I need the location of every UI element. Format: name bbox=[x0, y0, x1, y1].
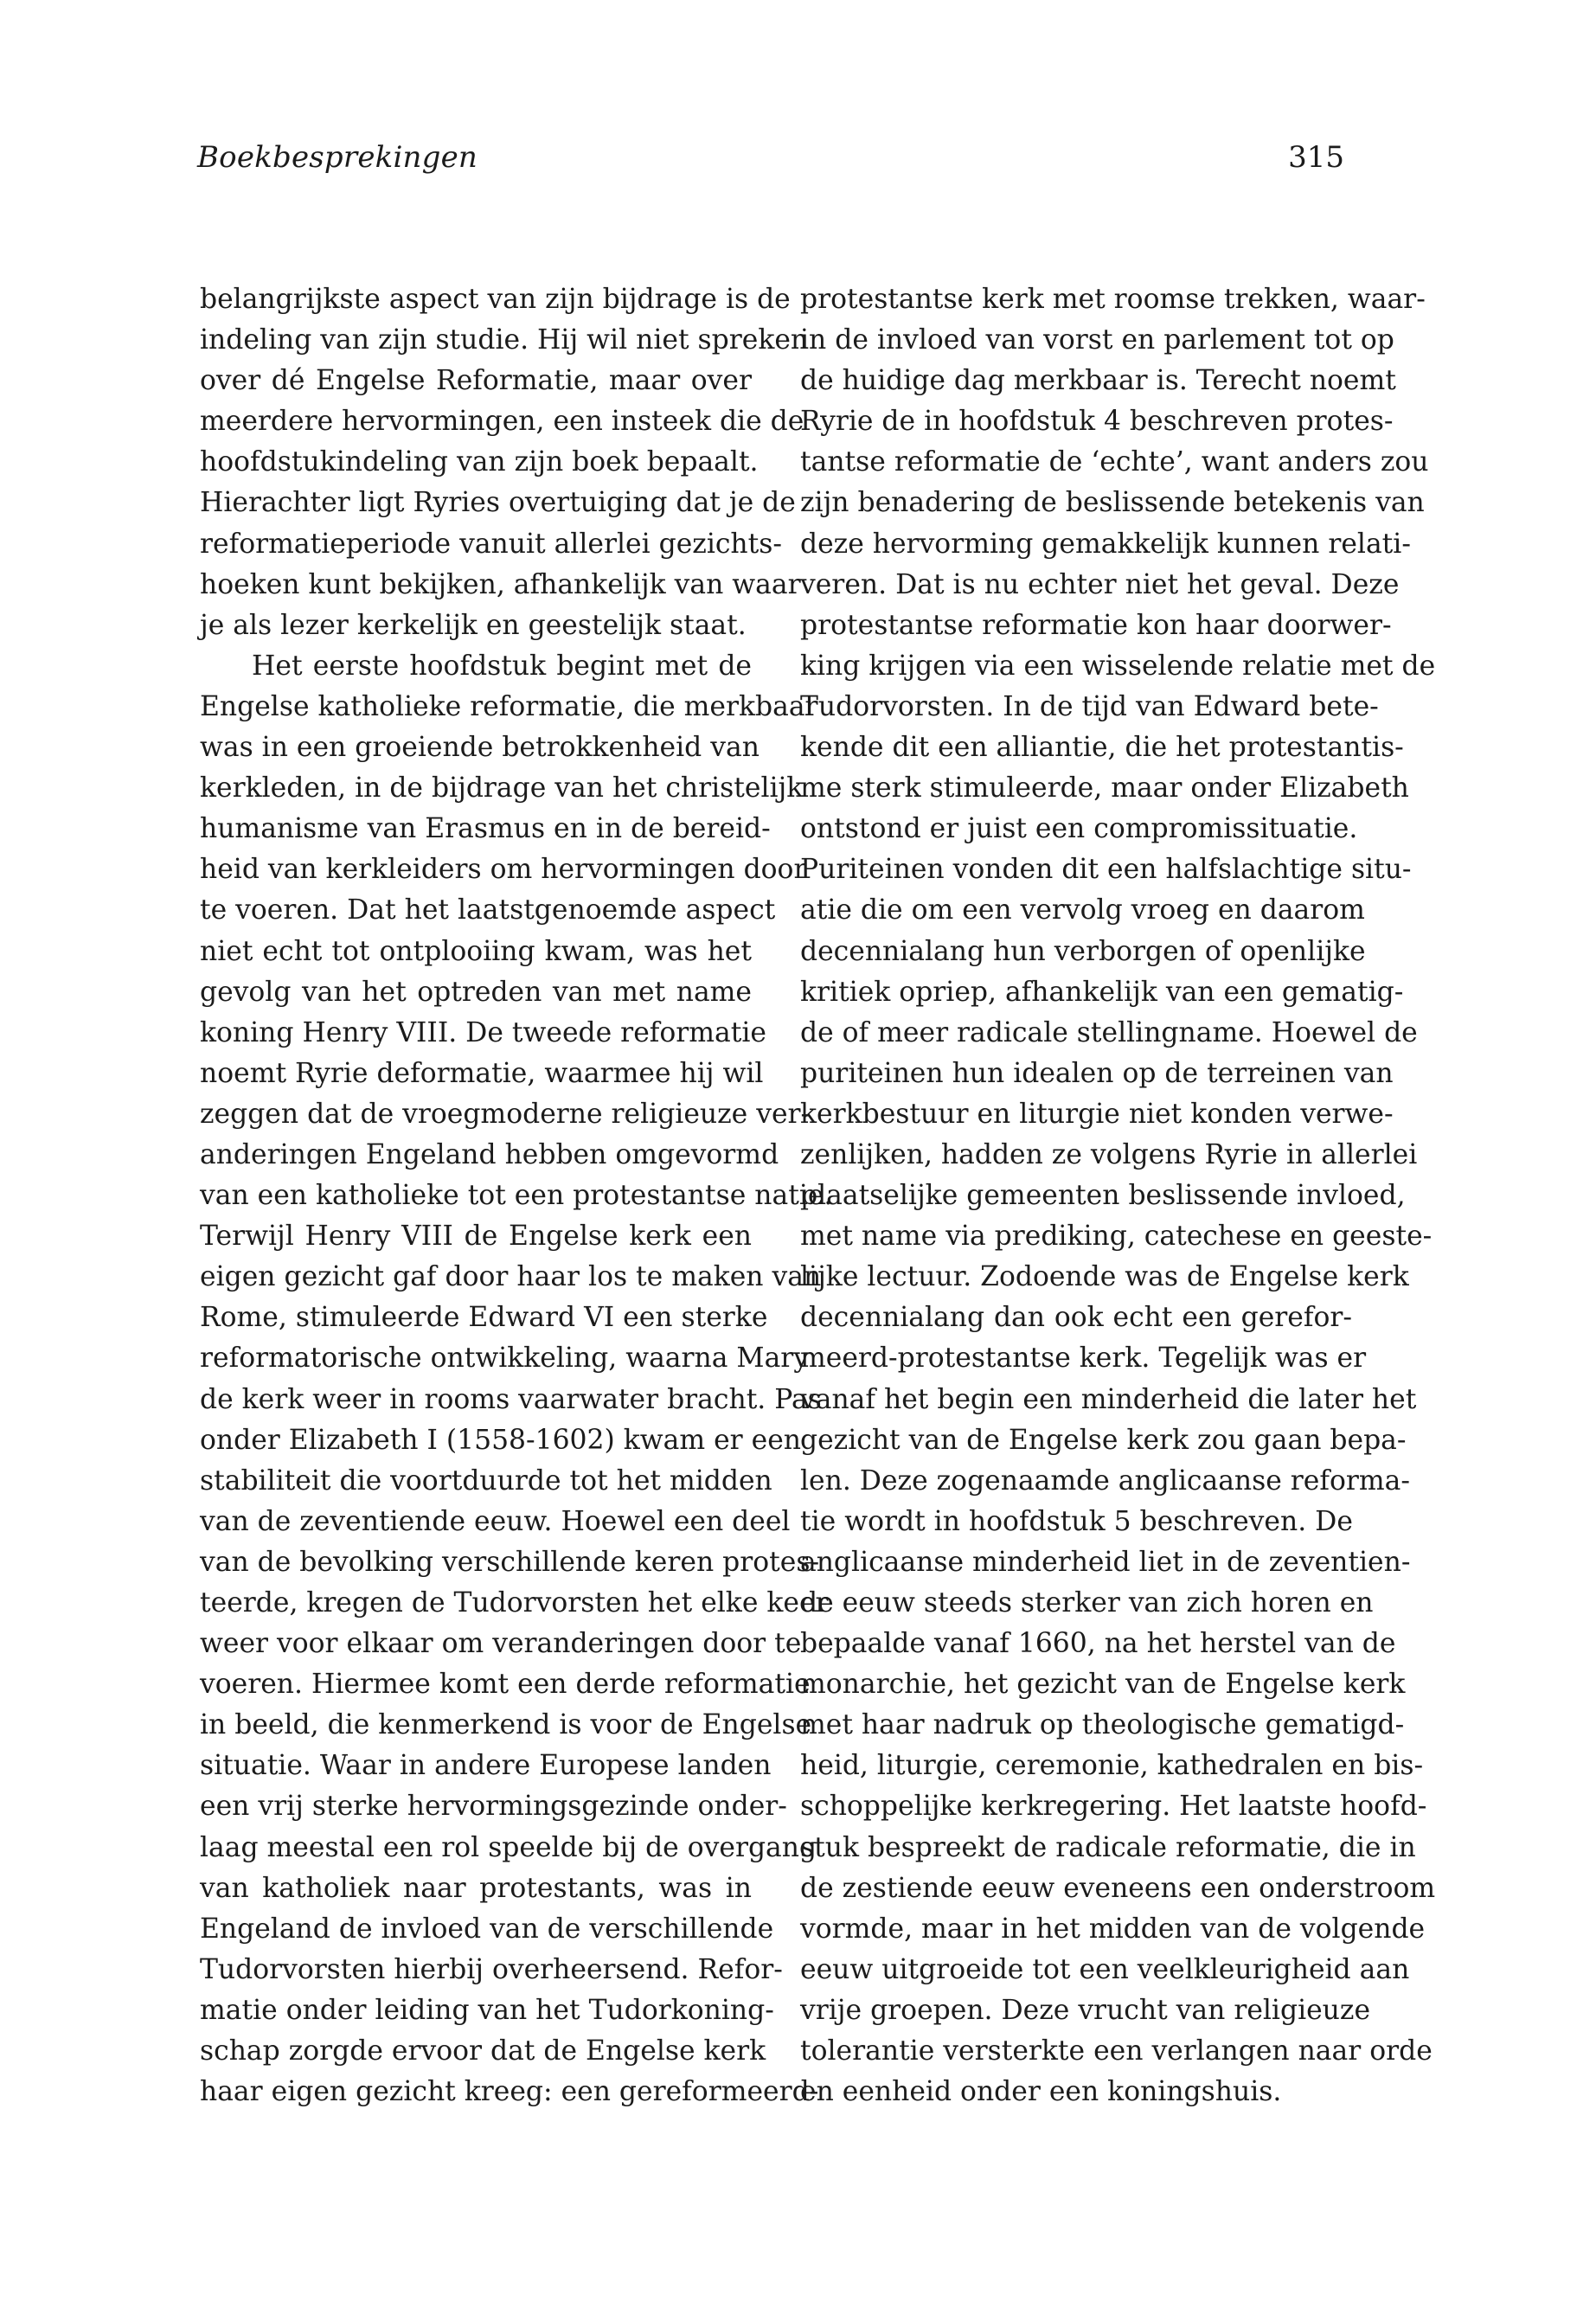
text-line: decennialang hun verborgen of openlijke bbox=[800, 935, 1366, 967]
text-line: voeren. Hiermee komt een derde reformatie bbox=[200, 1669, 811, 1701]
text-line: tolerantie versterkte een verlangen naar orde bbox=[800, 2035, 1433, 2067]
text-line: anglicaanse minderheid liet in de zeventien- bbox=[800, 1546, 1411, 1578]
text-line: van katholiek naar protestants, was in bbox=[200, 1872, 752, 1904]
text-line: heid, liturgie, ceremonie, kathedralen en bis- bbox=[800, 1750, 1424, 1782]
paragraph-end-line: en eenheid onder een koningshuis. bbox=[800, 2076, 1282, 2108]
text-line: king krijgen via een wisselende relatie met de bbox=[800, 650, 1436, 682]
text-line: reformatieperiode vanuit allerlei gezichts- bbox=[200, 528, 782, 560]
text-line: vanaf het begin een minderheid die later het bbox=[800, 1383, 1417, 1415]
text-line: eeuw uitgroeide tot een veelkleurigheid aan bbox=[800, 1953, 1410, 1985]
text-line: gevolg van het optreden van met name bbox=[200, 976, 752, 1008]
text-line: van de zeventiende eeuw. Hoewel een deel bbox=[200, 1505, 791, 1537]
text-line: anderingen Engeland hebben omgevormd bbox=[200, 1138, 779, 1170]
text-line: situatie. Waar in andere Europese landen bbox=[200, 1750, 772, 1782]
text-line: Hierachter ligt Ryries overtuiging dat je de bbox=[200, 487, 796, 519]
text-line: gezicht van de Engelse kerk zou gaan bepa- bbox=[800, 1424, 1407, 1456]
text-line: me sterk stimuleerde, maar onder Elizabeth bbox=[800, 772, 1409, 804]
paragraph-end-line: je als lezer kerkelijk en geestelijk staat. bbox=[200, 609, 747, 641]
text-line: schoppelijke kerkregering. Het laatste hoofd- bbox=[800, 1791, 1427, 1823]
text-line: reformatorische ontwikkeling, waarna Mary bbox=[200, 1343, 810, 1375]
text-line: koning Henry VIII. De tweede reformatie bbox=[200, 1016, 767, 1048]
text-line: teerde, kregen de Tudorvorsten het elke keer bbox=[200, 1587, 829, 1618]
text-line: Tudorvorsten hierbij overheersend. Refor- bbox=[200, 1953, 783, 1985]
text-line: monarchie, het gezicht van de Engelse kerk bbox=[800, 1669, 1406, 1701]
text-line: de eeuw steeds sterker van zich horen en bbox=[800, 1587, 1374, 1618]
text-line: bepaalde vanaf 1660, na het herstel van de bbox=[800, 1628, 1396, 1660]
text-line: deze hervorming gemakkelijk kunnen relati- bbox=[800, 528, 1411, 560]
text-line: ontstond er juist een compromissituatie. bbox=[800, 813, 1358, 845]
text-line: Engeland de invloed van de verschillende bbox=[200, 1913, 774, 1945]
text-line: Tudorvorsten. In de tijd van Edward bete- bbox=[800, 690, 1379, 722]
left-text-column bbox=[200, 279, 833, 2112]
text-line: de kerk weer in rooms vaarwater bracht. Pas bbox=[200, 1383, 822, 1415]
text-line: atie die om een vervolg vroeg en daarom bbox=[800, 894, 1365, 926]
text-line: humanisme van Erasmus en in de bereid- bbox=[200, 813, 771, 845]
text-line: de huidige dag merkbaar is. Terecht noemt bbox=[800, 365, 1396, 397]
text-line: de zestiende eeuw eveneens een onderstroom bbox=[800, 1872, 1436, 1904]
text-line: protestantse reformatie kon haar doorwer- bbox=[800, 609, 1392, 641]
text-line: van de bevolking verschillende keren protes- bbox=[200, 1546, 820, 1578]
text-line: met haar nadruk op theologische gematigd- bbox=[800, 1709, 1405, 1741]
text-line: laag meestal een rol speelde bij de overgang bbox=[200, 1831, 817, 1863]
text-line: heid van kerkleiders om hervormingen door bbox=[200, 854, 807, 886]
text-line: noemt Ryrie deformatie, waarmee hij wil bbox=[200, 1057, 764, 1089]
text-line: Puriteinen vonden dit een halfslachtige situ- bbox=[800, 854, 1412, 886]
text-line: stabiliteit die voortduurde tot het midden bbox=[200, 1465, 772, 1497]
text-line: hoeken kunt bekijken, afhankelijk van waar bbox=[200, 568, 801, 600]
text-line: veren. Dat is nu echter niet het geval. Deze bbox=[800, 568, 1400, 600]
text-line: tantse reformatie de ‘echte’, want anders zou bbox=[800, 446, 1429, 478]
text-line: onder Elizabeth I (1558-1602) kwam er een bbox=[200, 1424, 802, 1456]
text-line: kerkleden, in de bijdrage van het christelijk bbox=[200, 772, 804, 804]
text-line: vrije groepen. Deze vrucht van religieuze bbox=[800, 1994, 1371, 2026]
text-line: niet echt tot ontplooiing kwam, was het bbox=[200, 935, 752, 967]
text-line: Rome, stimuleerde Edward VI een sterke bbox=[200, 1302, 768, 1334]
text-line: zijn benadering de beslissende betekenis van bbox=[800, 487, 1425, 519]
text-line: de of meer radicale stellingname. Hoewel de bbox=[800, 1016, 1418, 1048]
page-number: 315 bbox=[1288, 140, 1344, 175]
paragraph-start-line: Het eerste hoofdstuk begint met de bbox=[252, 650, 752, 682]
text-line: meerdere hervormingen, een insteek die de bbox=[200, 406, 804, 438]
text-line: in beeld, die kenmerkend is voor de Engelse bbox=[200, 1709, 812, 1741]
text-line: indeling van zijn studie. Hij wil niet spreken bbox=[200, 324, 809, 356]
text-line: was in een groeiende betrokkenheid van bbox=[200, 732, 760, 764]
text-line: in de invloed van vorst en parlement tot op bbox=[800, 324, 1394, 356]
text-line: belangrijkste aspect van zijn bijdrage is de bbox=[200, 284, 791, 315]
text-line: haar eigen gezicht kreeg: een gereformeerd- bbox=[200, 2076, 819, 2108]
text-line: met name via prediking, catechese en geeste- bbox=[800, 1221, 1433, 1253]
text-line: tie wordt in hoofdstuk 5 beschreven. De bbox=[800, 1505, 1353, 1537]
text-line: hoofdstukindeling van zijn boek bepaalt. bbox=[200, 446, 759, 478]
text-line: stuk bespreekt de radicale reformatie, die in bbox=[800, 1831, 1416, 1863]
text-line: te voeren. Dat het laatstgenoemde aspect bbox=[200, 894, 776, 926]
text-line: lijke lectuur. Zodoende was de Engelse kerk bbox=[800, 1261, 1409, 1293]
text-line: matie onder leiding van het Tudorkoning- bbox=[200, 1994, 774, 2026]
text-line: zeggen dat de vroegmoderne religieuze ver- bbox=[200, 1098, 811, 1130]
text-line: vormde, maar in het midden van de volgende bbox=[800, 1913, 1426, 1945]
text-line: van een katholieke tot een protestantse natie. bbox=[200, 1180, 833, 1212]
text-line: kerkbestuur en liturgie niet konden verwe- bbox=[800, 1098, 1394, 1130]
text-line: eigen gezicht gaf door haar los te maken van bbox=[200, 1261, 822, 1293]
text-line: Terwijl Henry VIII de Engelse kerk een bbox=[200, 1221, 752, 1253]
text-line: Ryrie de in hoofdstuk 4 beschreven protes- bbox=[800, 406, 1394, 438]
text-line: protestantse kerk met roomse trekken, waar- bbox=[800, 284, 1426, 315]
text-line: Engelse katholieke reformatie, die merkbaar bbox=[200, 690, 818, 722]
text-line: schap zorgde ervoor dat de Engelse kerk bbox=[200, 2035, 766, 2067]
text-line: puriteinen hun idealen op de terreinen van bbox=[800, 1057, 1394, 1089]
text-line: een vrij sterke hervormingsgezinde onder- bbox=[200, 1791, 787, 1823]
text-line: plaatselijke gemeenten beslissende invloed, bbox=[800, 1180, 1406, 1212]
text-line: len. Deze zogenaamde anglicaanse reforma- bbox=[800, 1465, 1410, 1497]
text-line: zenlijken, hadden ze volgens Ryrie in allerlei bbox=[800, 1138, 1418, 1170]
right-text-column bbox=[800, 279, 1436, 2112]
running-head: Boekbesprekingen bbox=[197, 140, 478, 175]
text-line: over dé Engelse Reformatie, maar over bbox=[200, 365, 752, 397]
text-line: decennialang dan ook echt een gerefor- bbox=[800, 1302, 1352, 1334]
text-line: kritiek opriep, afhankelijk van een gematig- bbox=[800, 976, 1404, 1008]
text-line: kende dit een alliantie, die het protestantis- bbox=[800, 732, 1404, 764]
text-line: meerd-protestantse kerk. Tegelijk was er bbox=[800, 1343, 1367, 1375]
text-line: weer voor elkaar om veranderingen door te bbox=[200, 1628, 802, 1660]
